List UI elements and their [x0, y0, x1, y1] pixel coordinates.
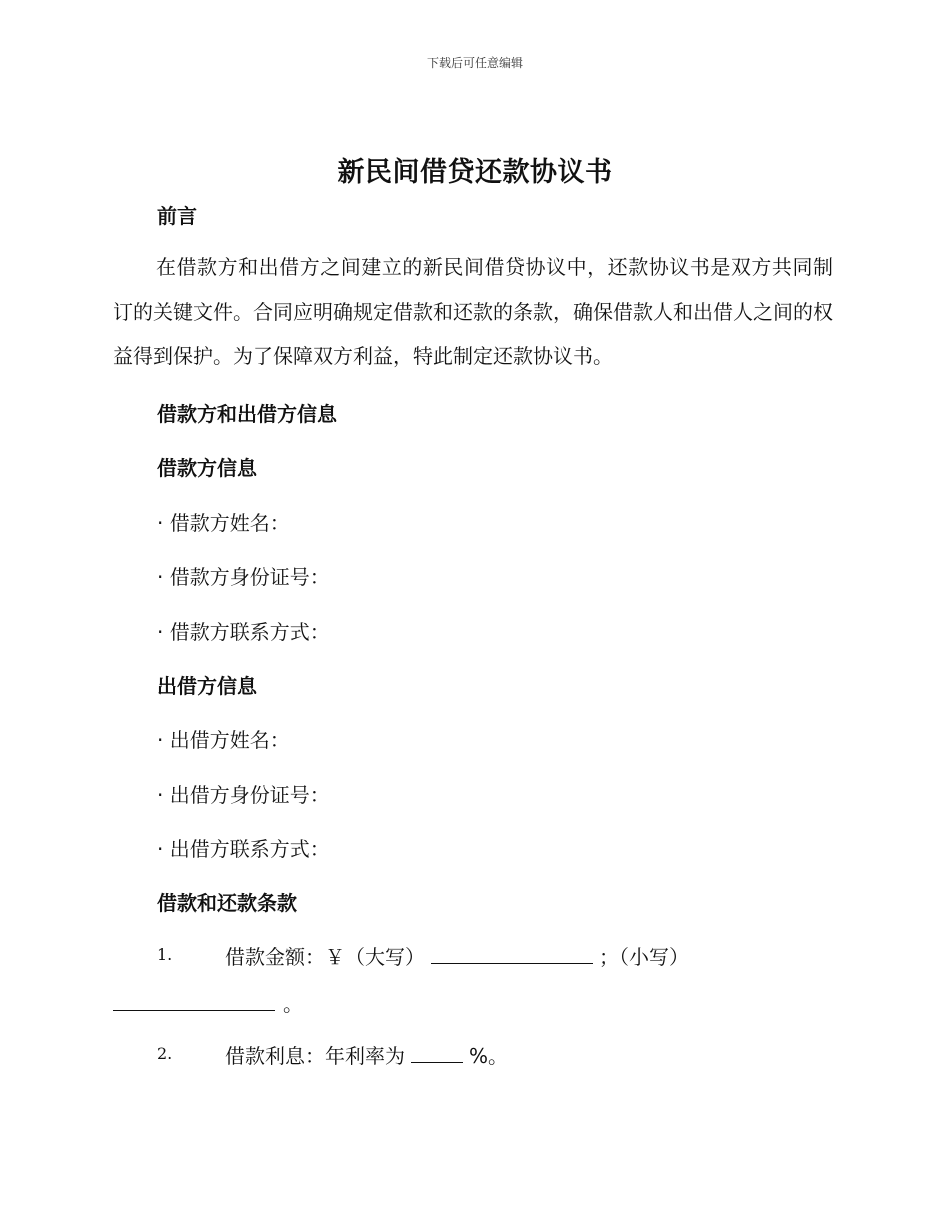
lender-id-field: · 出借方身份证号： [157, 783, 330, 807]
loan-amount-continuation [113, 988, 303, 1017]
borrower-id-field: · 借款方身份证号： [157, 565, 330, 589]
preface-paragraph: 在借款方和出借方之间建立的新民间借贷协议中，还款协议书是双方共同制订的关键文件。合同应明确规定借款和还款的条款，确保借款人和出借人之间的权益得到保护。为了保障双方利益，特此制定还款协议书。 [113, 255, 833, 368]
loan-interest-term [225, 1040, 508, 1069]
term-number-2: 2. [157, 1044, 173, 1063]
interest-rate-blank [411, 1044, 463, 1063]
loan-amount-middle: ；（小写） [599, 945, 689, 969]
document-title: 新民间借贷还款协议书 [337, 157, 613, 188]
terms-heading: 借款和还款条款 [157, 891, 297, 915]
parties-heading: 借款方和出借方信息 [157, 402, 337, 426]
borrower-info-heading: 借款方信息 [157, 456, 257, 480]
borrower-name-field: · 借款方姓名： [157, 511, 290, 535]
lender-contact-field: · 出借方联系方式： [157, 837, 330, 861]
loan-interest-suffix: %。 [469, 1044, 509, 1068]
loan-amount-label: 借款金额：￥（大写） [225, 945, 425, 969]
loan-interest-label: 借款利息：年利率为 [225, 1044, 405, 1068]
amount-lowercase-blank [113, 992, 275, 1011]
loan-amount-suffix: 。 [283, 992, 303, 1016]
preface-heading: 前言 [157, 204, 197, 228]
borrower-contact-field: · 借款方联系方式： [157, 620, 330, 644]
term-number-1: 1. [157, 945, 173, 964]
loan-amount-term [225, 941, 689, 970]
page-header-note: 下载后可任意编辑 [426, 56, 523, 70]
amount-uppercase-blank [431, 945, 593, 964]
lender-info-heading: 出借方信息 [157, 674, 257, 698]
lender-name-field: · 出借方姓名： [157, 728, 290, 752]
